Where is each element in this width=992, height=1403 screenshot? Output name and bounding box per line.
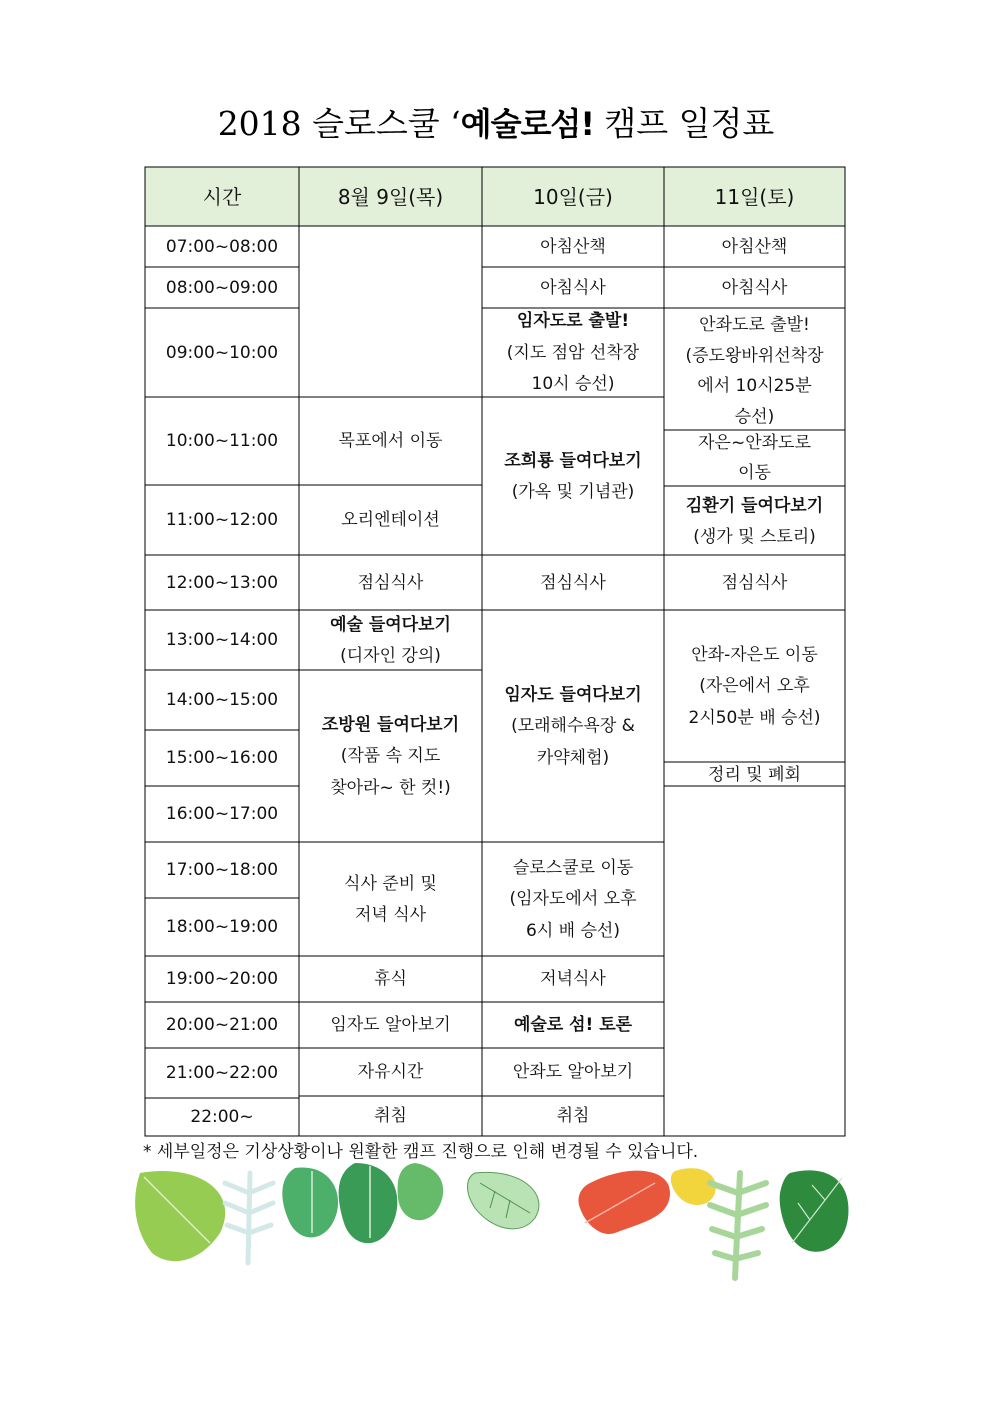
day2-talk: 예술로 섬! 토론	[513, 1015, 633, 1036]
day2-depart-title: 임자도로 출발!	[516, 311, 630, 332]
time-cell: 18:00~19:00	[165, 917, 279, 938]
time-cell: 16:00~17:00	[165, 804, 279, 825]
day2-imjado-title: 임자도 들여다보기	[504, 684, 642, 705]
time-cell: 14:00~15:00	[165, 690, 279, 711]
day2-imjado-sub1: (모래해수욕장 &	[511, 716, 635, 737]
schedule-note: * 세부일정은 기상상황이나 원활한 캠프 진행으로 인해 변경될 수 있습니다.	[143, 1142, 699, 1162]
day1-free-time: 자유시간	[357, 1062, 424, 1083]
day1-sleep: 취침	[374, 1106, 407, 1127]
day1-orientation: 오리엔테이션	[341, 510, 440, 531]
day3-move1: 자은~안좌도로	[698, 433, 811, 454]
time-cell: 17:00~18:00	[165, 860, 279, 881]
day2-johee-sub: (가옥 및 기념관)	[511, 482, 635, 502]
time-cell: 12:00~13:00	[165, 572, 279, 593]
day2-lunch: 점심식사	[540, 572, 606, 593]
day2-move-school3: 6시 배 승선)	[526, 920, 620, 941]
day2-move-school2: (임자도에서 오후	[509, 889, 637, 910]
day3-depart1: 안좌도로 출발!	[699, 315, 810, 335]
time-cell: 20:00~21:00	[165, 1015, 279, 1036]
day3-closing: 정리 및 폐회	[708, 764, 801, 785]
day3-kim-title: 김환기 들여다보기	[685, 495, 824, 516]
header-day2: 10일(금)	[482, 167, 664, 226]
title-quote: ‘	[450, 104, 461, 143]
day3-depart2: (증도왕바위선착장	[685, 345, 824, 366]
day3-lunch: 점심식사	[721, 572, 788, 593]
day2-breakfast: 아침식사	[540, 277, 606, 298]
header-time: 시간	[145, 167, 299, 226]
day1-art-sub: (디자인 강의)	[340, 646, 441, 666]
header-day1: 8월 9일(목)	[299, 167, 482, 226]
day1-lunch: 점심식사	[357, 572, 424, 593]
title-decorative-text: 예술로섬!	[460, 105, 594, 143]
header-day3: 11일(토)	[664, 167, 845, 226]
day2-imjado-sub2: 카약체험)	[536, 747, 610, 768]
day1-move-mokpo: 목포에서 이동	[338, 431, 443, 452]
day3-depart3: 에서 10시25분	[697, 376, 812, 397]
day3-kim-sub: (생가 및 스토리)	[693, 526, 816, 547]
time-cell: 13:00~14:00	[165, 630, 279, 651]
time-cell: 09:00~10:00	[165, 342, 279, 363]
time-cell: 10:00~11:00	[165, 431, 279, 452]
time-cell: 19:00~20:00	[165, 969, 279, 990]
day1-jo-sub2: 찾아라~ 한 컷!)	[330, 777, 451, 798]
day3-return1: 안좌-자은도 이동	[691, 644, 818, 665]
day1-rest: 휴식	[374, 969, 407, 990]
day3-walk: 아침산책	[721, 236, 788, 257]
day3-depart4: 승선)	[734, 406, 775, 427]
day2-sleep: 취침	[556, 1106, 590, 1127]
day1-dinner-prep1: 식사 준비 및	[344, 873, 437, 894]
day1-imjado-look: 임자도 알아보기	[330, 1015, 451, 1036]
day3-return2: (자은에서 오후	[699, 676, 810, 697]
time-cell: 21:00~22:00	[165, 1063, 279, 1084]
title-suffix: 캠프 일정표	[593, 104, 775, 143]
day1-dinner-prep2: 저녁 식사	[354, 905, 427, 925]
day2-dinner: 저녁식사	[540, 969, 606, 990]
leaf-decoration-image	[130, 1163, 855, 1293]
day2-walk: 아침산책	[540, 236, 606, 257]
day2-anjwa-look: 안좌도 알아보기	[512, 1062, 634, 1083]
day2-depart-sub1: (지도 점암 선착장	[506, 342, 640, 363]
title-prefix: 2018 슬로스쿨	[217, 104, 451, 143]
time-cell: 07:00~08:00	[165, 236, 279, 257]
day1-art-title: 예술 들여다보기	[330, 614, 451, 635]
day2-johee-title: 조희룡 들여다보기	[504, 450, 642, 471]
day3-move2: 이동	[738, 463, 771, 483]
time-cell: 08:00~09:00	[165, 277, 279, 298]
day2-move-school1: 슬로스쿨로 이동	[512, 857, 634, 878]
day1-jo-title: 조방원 들여다보기	[321, 714, 460, 735]
day3-return3: 2시50분 배 승선)	[688, 707, 821, 728]
day3-breakfast: 아침식사	[721, 277, 788, 298]
day2-depart-sub2: 10시 승선)	[531, 374, 615, 395]
time-cell: 11:00~12:00	[165, 510, 279, 531]
day1-jo-sub1: (작품 속 지도	[340, 746, 441, 767]
time-cell: 15:00~16:00	[165, 748, 279, 769]
time-cell: 22:00~	[190, 1107, 254, 1128]
